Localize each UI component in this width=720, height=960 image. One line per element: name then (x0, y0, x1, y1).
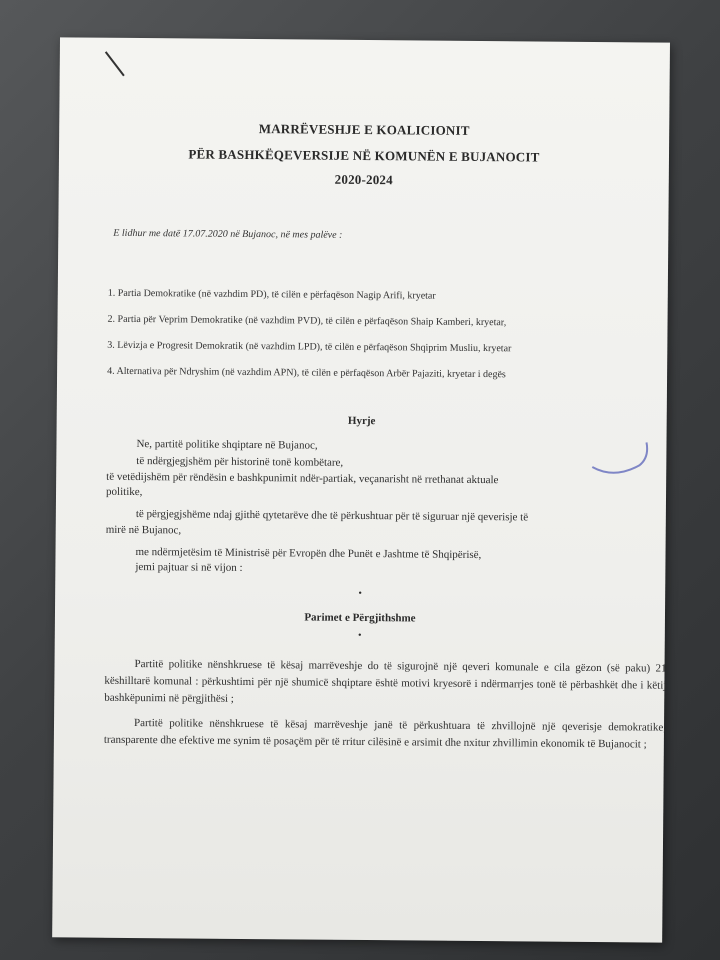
preamble-line: politike, (105, 485, 143, 499)
party-item: 4. Alternativa për Ndryshim (në vazhdim APN), të cilën e përfaqëson Arbër Pajaziti, kryetar i degës (107, 365, 506, 381)
preamble-line: Ne, partitë politike shqiptare në Bujanoc, (136, 438, 318, 452)
section-heading-introduction: Hyrje (347, 414, 376, 428)
body-paragraph: Partitë politike nënshkruese të kësaj marrëveshje do të sigurojnë një qeveri komunale e cila gëzon (së paku) 21 këshilltarë komunal : përkushtimi për një shumicë shqiptare është motivi kryesorë i ndërmarrjes tonë të përbashkët dhe i këtij bashkëpunimi në përgjithësi ; (104, 658, 667, 705)
preamble-line: të ndërgjegjshëm për historinë tonë kombëtare, (136, 455, 344, 469)
section-heading-general-principles: Parimet e Përgjithshme (304, 611, 416, 625)
ink-stamp-mark (584, 437, 654, 478)
bullet-separator: • (358, 587, 362, 599)
preamble-line: jemi pajtuar si në vijon : (135, 561, 243, 574)
party-item: 2. Partia për Veprim Demokratike (në vazhdim PVD), të cilën e përfaqëson Shaip Kamberi, kryetar, (107, 313, 507, 329)
intro-line: E lidhur me datë 17.07.2020 në Bujanoc, në mes palëve : (113, 227, 343, 241)
preamble-line: mirë në Bujanoc, (105, 523, 182, 537)
document-subtitle: PËR BASHKËQEVERSIJE NË KOMUNËN E BUJANOCIT (188, 146, 540, 165)
party-item: 3. Lëvizja e Progresit Demokratik (në vazhdim LPD), të cilën e përfaqëson Shqiprim Musliu, kryetar (107, 339, 512, 355)
document-title: MARRËVESHJE E KOALICIONIT (258, 121, 470, 138)
party-item: 1. Partia Demokratike (në vazhdim PD), të cilën e përfaqëson Nagip Arifi, kryetar (107, 287, 436, 302)
body-paragraph: Partitë politike nënshkruese të kësaj marrëveshje janë të përkushtuara të zhvillojnë një qeverisje demokratike, transparente dhe efektive me synim të posaçëm për të rritur cilësinë e arsimit dhe nxitur zhvillimin ekonomik të Bujanocit ; (103, 717, 667, 751)
bullet-separator: • (357, 629, 362, 641)
preamble-line: të vetëdijshëm për rëndësin e bashkpunimit ndër-partiak, veçanarisht në rrethanat aktuale (106, 470, 499, 487)
document-years: 2020-2024 (334, 171, 393, 188)
preamble-line: të përgjegjshëme ndaj gjithë qytetarëve dhe të përkushtuar për të siguruar një qeverisje të (135, 508, 529, 524)
pen-mark (105, 51, 125, 76)
preamble-line: me ndërmjetësim të Ministrisë për Evropën dhe Punët e Jashtme të Shqipërisë, (135, 546, 482, 562)
document-page (52, 37, 670, 942)
